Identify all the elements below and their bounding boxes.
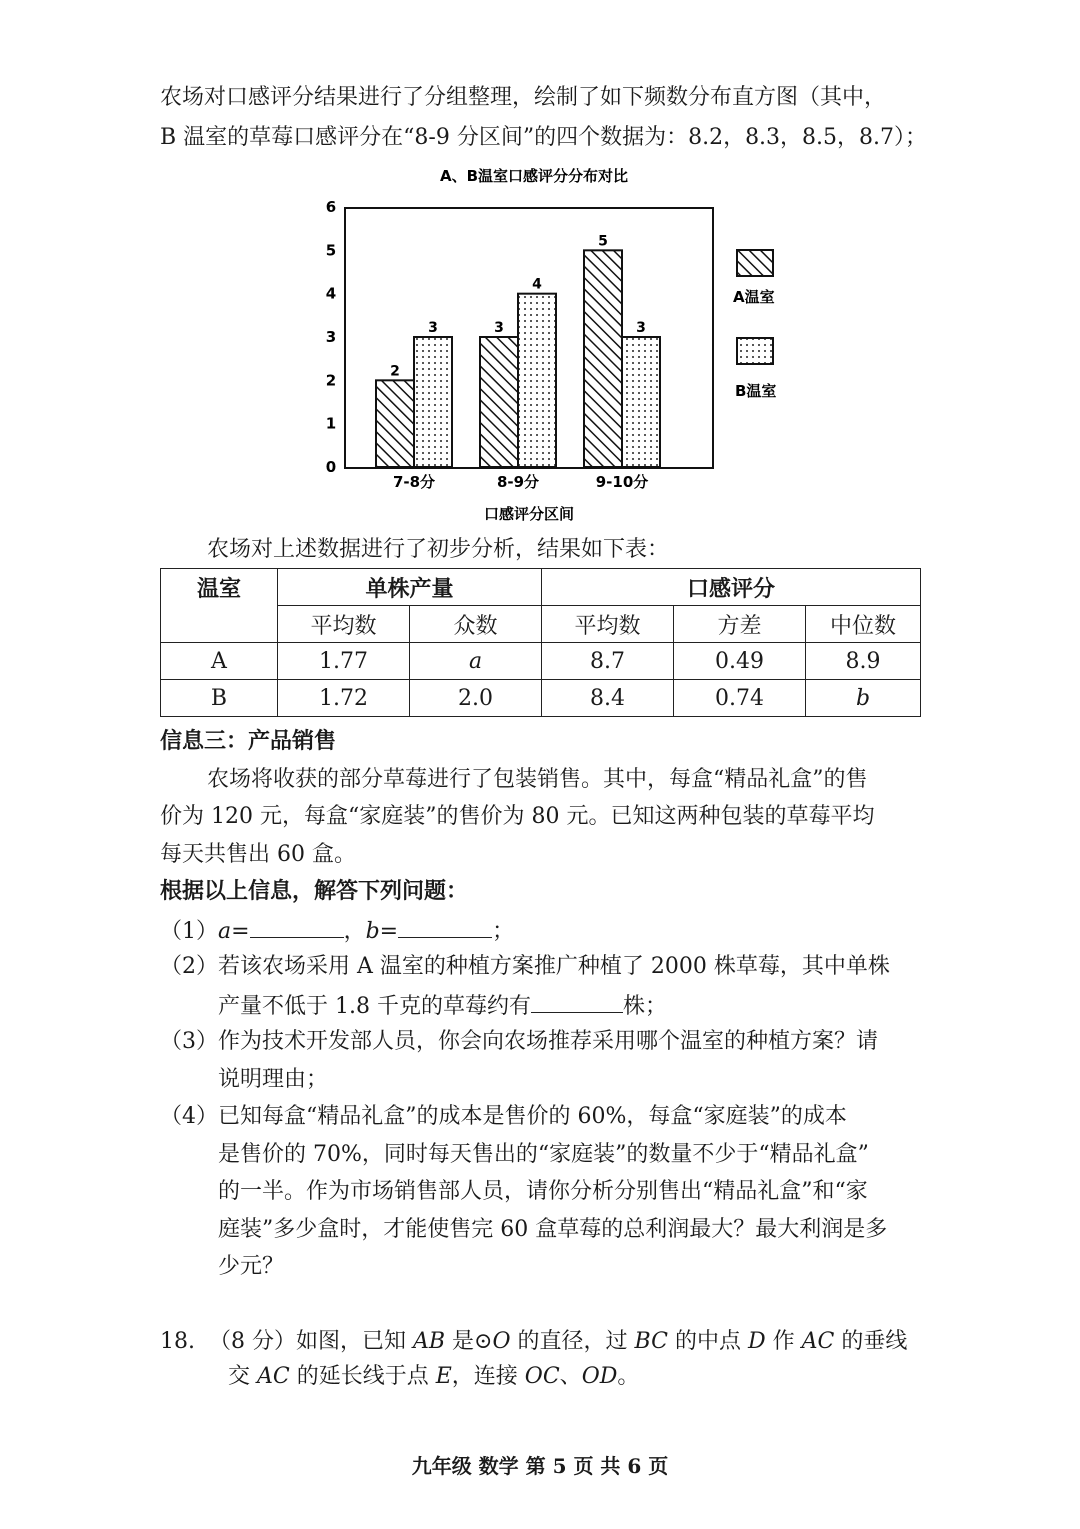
q18-text: ，连接 [451, 1364, 525, 1389]
cell-yield-mean: 1.77 [278, 643, 410, 680]
analysis-intro: 农场对上述数据进行了初步分析，结果如下表： [207, 537, 670, 562]
row-name: B [161, 680, 278, 717]
question-18-line-1 [160, 1327, 907, 1357]
subheader-taste-median: 中位数 [806, 606, 921, 643]
q18-text: 作 [765, 1329, 802, 1354]
info3-heading: 信息三：产品销售 [160, 729, 337, 754]
y-tick-label: 5 [325, 241, 337, 260]
q1-separator: ， [343, 919, 366, 944]
legend-label-a: A温室 [733, 288, 775, 306]
subheader-taste-variance: 方差 [674, 606, 806, 643]
q18-text: （8 分）如图，已知 [209, 1329, 413, 1354]
q1-end: ； [492, 919, 515, 944]
q1-b-label: b= [365, 919, 399, 944]
question-18-line-2 [228, 1362, 639, 1392]
x-axis-label: 口感评分区间 [483, 505, 575, 523]
analysis-table [160, 568, 921, 717]
q18-text: 交 [228, 1364, 257, 1389]
bar-b [622, 337, 660, 467]
q1-number: （1） [160, 919, 218, 944]
cell-yield-mode: 2.0 [410, 680, 542, 717]
y-tick-label: 0 [325, 458, 337, 476]
bar-a [376, 380, 414, 467]
cell-taste-variance: 0.74 [674, 680, 806, 717]
header-taste: 口感评分 [542, 569, 921, 606]
q18-text: 的延长线于点 [289, 1364, 436, 1389]
cell-yield-mode: a [410, 643, 542, 680]
q18-var: AB [412, 1329, 446, 1354]
y-tick-label: 1 [325, 414, 337, 433]
q18-text: 是⊙ [445, 1329, 493, 1354]
q18-var: D [747, 1329, 766, 1354]
info3-line-1: 农场将收获的部分草莓进行了包装销售。其中，每盒“精品礼盒”的售 [207, 767, 868, 792]
q18-var: E [435, 1364, 452, 1389]
table-row [161, 680, 921, 717]
q18-var: O [492, 1329, 511, 1354]
q1-b-blank[interactable] [398, 915, 492, 938]
bar-a [584, 250, 622, 467]
question-4-line-1: （4）已知每盒“精品礼盒”的成本是售价的 60%，每盒“家庭装”的成本 [160, 1104, 847, 1129]
cell-taste-mean: 8.4 [542, 680, 674, 717]
question-3-line-2: 说明理由； [218, 1067, 329, 1092]
q18-text: 的垂线 [834, 1329, 908, 1354]
q18-text: 。 [617, 1364, 640, 1389]
bar-value-label: 5 [598, 233, 608, 250]
question-4-line-3: 的一半。作为市场销售部人员，请你分析分别售出“精品礼盒”和“家 [218, 1179, 868, 1204]
chart-title: A、B温室口感评分分布对比 [439, 167, 629, 185]
question-1 [160, 915, 514, 947]
question-2-line-2 [218, 990, 667, 1022]
cell-taste-variance: 0.49 [674, 643, 806, 680]
q18-text: 、 [559, 1364, 582, 1389]
bar-b [414, 337, 452, 467]
intro-line-1: 农场对口感评分结果进行了分组整理，绘制了如下频数分布直方图（其中， [160, 85, 887, 110]
legend-label-b: B温室 [735, 382, 777, 400]
subheader-yield-mean: 平均数 [278, 606, 410, 643]
page-footer: 九年级 数学 第 5 页 共 6 页 [411, 1454, 669, 1478]
question-4-line-4: 庭装”多少盒时，才能使售完 60 盒草莓的总利润最大？最大利润是多 [218, 1217, 888, 1242]
q18-text: 的中点 [667, 1329, 748, 1354]
info3-line-2: 价为 120 元，每盒“家庭装”的售价为 80 元。已知这两种包装的草莓平均 [160, 804, 875, 829]
bar-value-label: 3 [494, 320, 504, 336]
header-greenhouse: 温室 [161, 569, 278, 643]
q18-number: 18. [160, 1329, 195, 1354]
legend [733, 250, 776, 400]
info3-line-3: 每天共售出 60 盒。 [160, 842, 356, 867]
q1-a-blank[interactable] [250, 915, 344, 938]
header-yield: 单株产量 [278, 569, 542, 606]
y-tick-label: 2 [325, 371, 337, 390]
q18-var: AC [801, 1329, 835, 1354]
y-tick-label: 6 [325, 198, 337, 216]
x-tick-label: 7-8分 [392, 473, 436, 491]
q18-var: OD [581, 1364, 618, 1389]
q18-text: 的直径，过 [510, 1329, 635, 1354]
histogram-chart [0, 0, 1080, 530]
question-4-line-5: 少元？ [218, 1254, 285, 1279]
table-row [161, 643, 921, 680]
question-4-line-2: 是售价的 70%，同时每天售出的“家庭装”的数量不少于“精品礼盒” [218, 1142, 869, 1167]
bar-value-label: 3 [636, 320, 646, 336]
questions-heading: 根据以上信息，解答下列问题： [160, 879, 469, 904]
cell-yield-mean: 1.72 [278, 680, 410, 717]
intro-line-2: B 温室的草莓口感评分在“8-9 分区间”的四个数据为：8.2，8.3，8.5，8.7）； [160, 125, 928, 150]
subheader-yield-mode: 众数 [410, 606, 542, 643]
q18-var: BC [634, 1329, 668, 1354]
q2-blank[interactable] [531, 990, 623, 1013]
cell-taste-median: 8.9 [806, 643, 921, 680]
bar-a [480, 337, 518, 467]
cell-taste-median: b [806, 680, 921, 717]
bar-value-label: 3 [428, 320, 438, 336]
question-3-line-1: （3）作为技术开发部人员，你会向农场推荐采用哪个温室的种植方案？请 [160, 1029, 878, 1054]
q1-a-label: a= [218, 919, 250, 944]
q18-var: AC [257, 1364, 290, 1389]
q18-var: OC [524, 1364, 560, 1389]
bar-value-label: 2 [390, 363, 400, 380]
legend-swatch-a [737, 250, 773, 276]
subheader-taste-mean: 平均数 [542, 606, 674, 643]
q2-unit: 株； [622, 994, 667, 1019]
legend-swatch-b [737, 338, 773, 364]
cell-taste-mean: 8.7 [542, 643, 674, 680]
y-tick-label: 4 [325, 284, 337, 303]
y-tick-label: 3 [325, 328, 337, 346]
bar-value-label: 4 [532, 276, 542, 293]
row-name: A [161, 643, 278, 680]
q2-text: 产量不低于 1.8 千克的草莓约有 [218, 994, 531, 1019]
question-2-line-1: （2）若该农场采用 A 温室的种植方案推广种植了 2000 株草莓，其中单株 [160, 954, 890, 979]
x-tick-label: 9-10分 [595, 473, 649, 491]
x-tick-label: 8-9分 [496, 473, 540, 491]
bar-b [518, 294, 556, 467]
